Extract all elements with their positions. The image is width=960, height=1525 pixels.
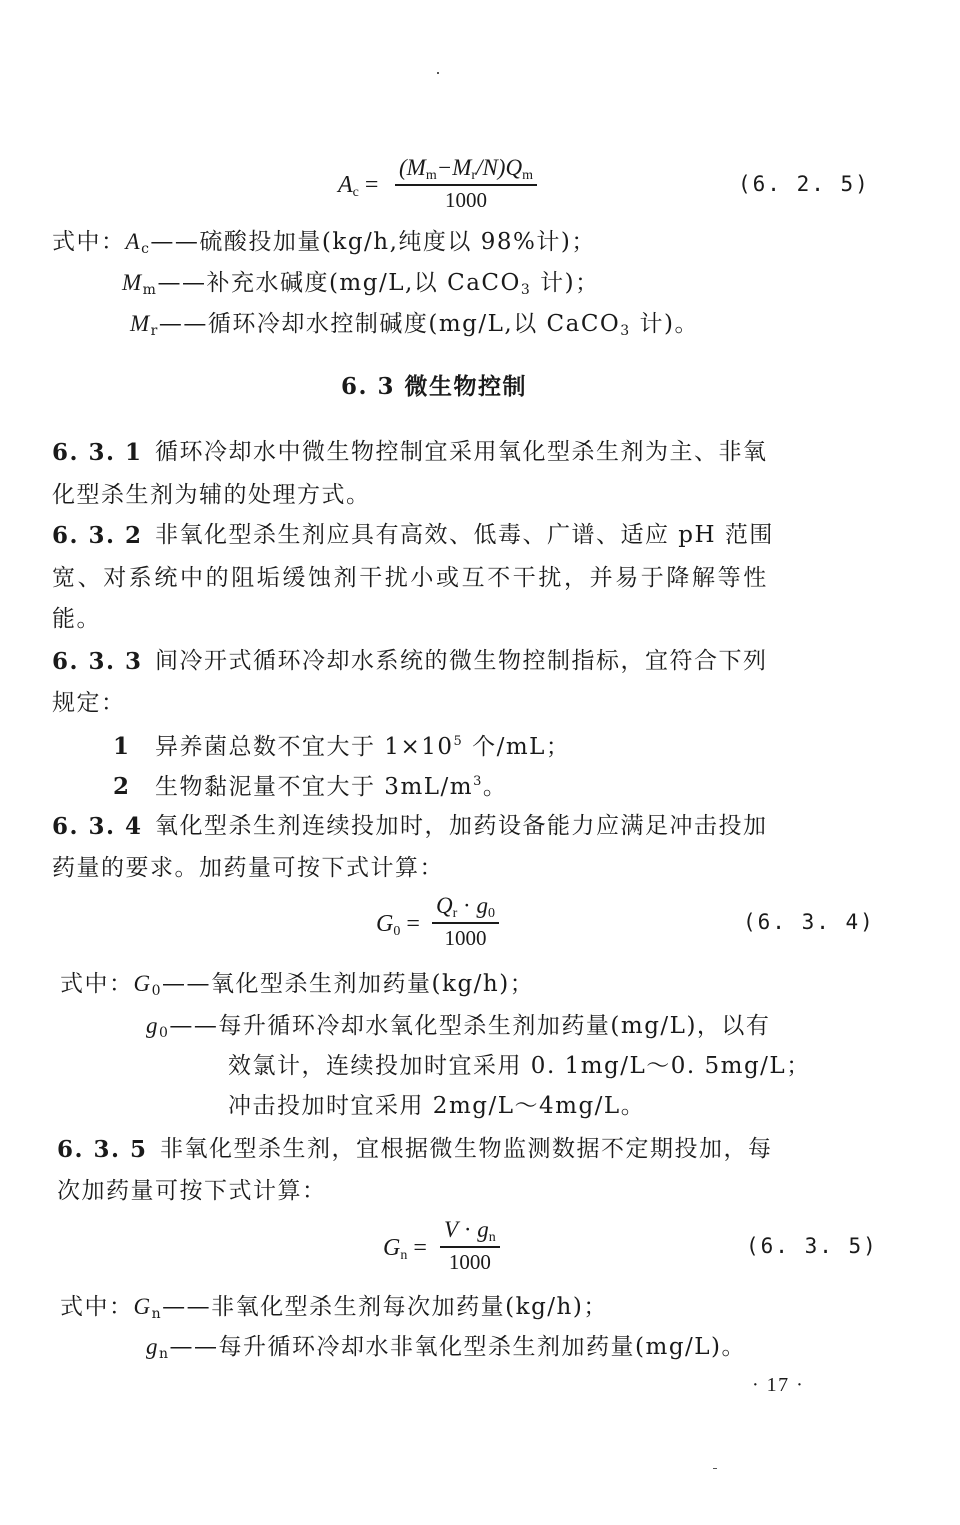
equation-number-6-3-5: (6. 3. 5) xyxy=(746,1234,878,1258)
fraction-numerator: $(M_m-M_r/N)Q_m$ xyxy=(399,155,533,183)
clause-number-6-3-5: 6. 3. 5 xyxy=(57,1136,148,1163)
where-line-gn: 式中：$G_n——$非氧化型杀生剂每次加药量(kg/h)； xyxy=(60,1294,608,1322)
clause-number-6-3-4: 6. 3. 4 xyxy=(52,813,143,840)
list-item-1: 异养菌总数不宜大于 $1\times 10^5$ 个/mL； xyxy=(155,734,571,760)
where-line-gn-lower: $g_n——$每升循环冷却水非氧化型杀生剂加药量(mg/L)。 xyxy=(146,1334,747,1362)
clause-6-3-3-line2: 规定： xyxy=(52,690,126,716)
list-item-number-1: 1 xyxy=(113,733,131,760)
scan-speck xyxy=(437,72,439,74)
clause-6-3-4-line1: 氧化型杀生剂连续投加时，加药设备能力应满足冲击投加 xyxy=(155,813,768,839)
scan-speck xyxy=(713,1468,717,1469)
clause-number-6-3-3: 6. 3. 3 xyxy=(52,648,143,675)
fraction-numerator: $Q_r \cdot g_0$ xyxy=(436,893,495,921)
clause-6-3-1-line2: 化型杀生剂为辅的处理方式。 xyxy=(52,482,371,508)
formula-6-3-4-lhs: $G_0$ = xyxy=(376,911,420,939)
formula-6-3-5-fraction xyxy=(440,1217,500,1275)
fraction-bar xyxy=(395,184,537,186)
clause-6-3-2-line3: 能。 xyxy=(52,606,101,632)
clause-number-6-3-2: 6. 3. 2 xyxy=(52,522,143,549)
page-number: · 17 · xyxy=(752,1374,805,1396)
fraction-denominator: 1000 xyxy=(444,187,487,212)
where-line-mm: $M_m——$补充水碱度(mg/L,以 CaCO$_3$ 计)； xyxy=(122,270,600,298)
where-line-g0-lower-2: 效氯计，连续投加时宜采用 0. 1mg/L～0. 5mg/L； xyxy=(228,1053,811,1079)
where-line-ac: 式中：$A_c——$硫酸投加量(kg/h,纯度以 98%计)； xyxy=(52,229,596,257)
clause-6-3-3-line1: 间冷开式循环冷却水系统的微生物控制指标，宜符合下列 xyxy=(155,648,768,674)
formula-6-3-5-lhs: $G_n$ = xyxy=(383,1235,427,1263)
clause-6-3-5-line2: 次加药量可按下式计算： xyxy=(57,1178,327,1204)
section-title: 6. 3 微生物控制 xyxy=(341,373,528,400)
where-line-g0-lower-1: $g_0——$每升循环冷却水氧化型杀生剂加药量(mg/L)，以有 xyxy=(146,1013,771,1041)
fraction-bar xyxy=(432,922,499,924)
fraction-bar xyxy=(440,1246,500,1248)
equation-number-6-2-5: (6. 2. 5) xyxy=(738,172,870,196)
clause-number-6-3-1: 6. 3. 1 xyxy=(52,439,143,466)
formula-6-2-5-fraction xyxy=(395,155,537,213)
fraction-denominator: 1000 xyxy=(448,1249,491,1274)
fraction-numerator: $V \cdot g_n$ xyxy=(444,1217,496,1245)
where-line-mr: $M_r——$循环冷却水控制碱度(mg/L,以 CaCO$_3$ 计)。 xyxy=(130,311,700,339)
equation-number-6-3-4: (6. 3. 4) xyxy=(743,910,875,934)
clause-6-3-5-line1: 非氧化型杀生剂，宜根据微生物监测数据不定期投加，每 xyxy=(160,1136,773,1162)
clause-6-3-2-line1: 非氧化型杀生剂应具有高效、低毒、广谱、适应 pH 范围 xyxy=(155,522,774,548)
fraction-denominator: 1000 xyxy=(444,925,487,950)
list-item-2: 生物黏泥量不宜大于 $3mL/m^3$。 xyxy=(155,774,508,800)
where-line-g0: 式中：$G_0——$氧化型杀生剂加药量(kg/h)； xyxy=(60,971,535,999)
list-item-number-2: 2 xyxy=(113,773,131,800)
formula-6-3-4-fraction xyxy=(432,893,499,951)
clause-6-3-4-line2: 药量的要求。加药量可按下式计算： xyxy=(52,855,444,881)
where-line-g0-lower-3: 冲击投加时宜采用 2mg/L～4mg/L。 xyxy=(228,1093,646,1119)
clause-6-3-2-line2: 宽、对系统中的阻垢缓蚀剂干扰小或互不干扰，并易于降解等性 xyxy=(52,565,769,591)
clause-6-3-1-line1: 循环冷却水中微生物控制宜采用氧化型杀生剂为主、非氧 xyxy=(155,439,768,465)
formula-6-2-5-lhs: $A_c$ = xyxy=(338,172,379,200)
